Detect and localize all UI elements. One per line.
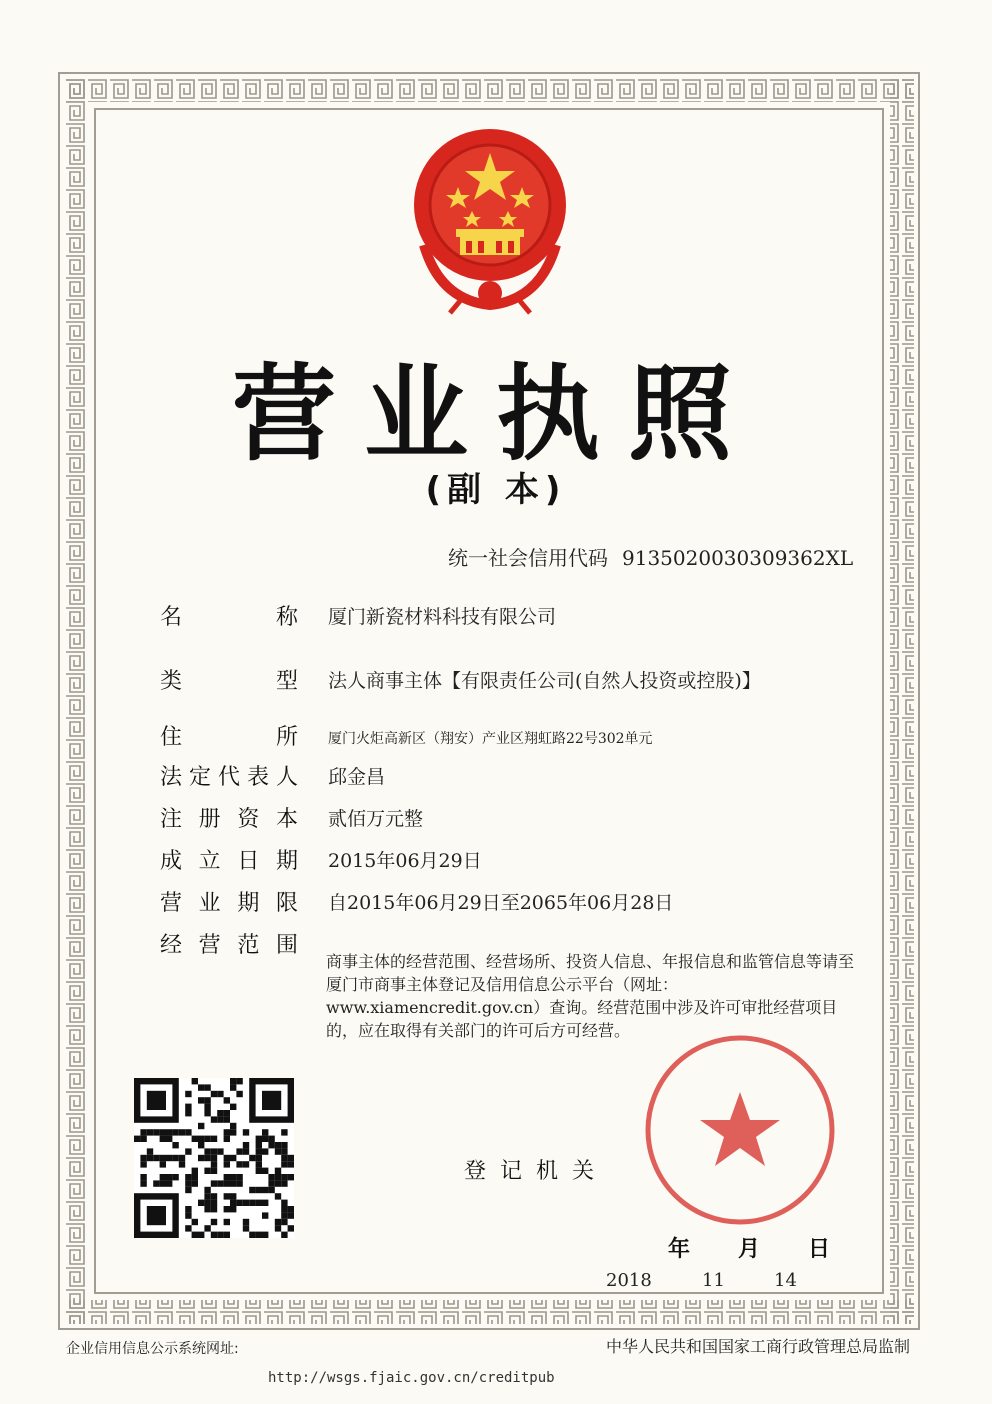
month-label: 月 [738, 1237, 761, 1262]
qr-code[interactable] [134, 1078, 294, 1238]
field-label-char: 住 [160, 725, 183, 750]
field-label-char: 业 [198, 891, 221, 916]
field-label-char: 注 [160, 807, 183, 832]
field-label-char: 型 [275, 669, 298, 694]
field-row [160, 720, 860, 754]
field-label-char: 范 [237, 933, 260, 958]
field-label-char: 限 [275, 891, 298, 916]
field-label [160, 802, 298, 832]
field-row [160, 760, 860, 794]
field-value: 贰佰万元整 [328, 808, 424, 830]
field-value: 厦门火炬高新区（翔安）产业区翔虹路22号302单元 [328, 731, 653, 747]
credit-code [448, 542, 853, 571]
official-seal [640, 1030, 840, 1230]
field-label-char: 表 [246, 765, 269, 790]
field-value: 自2015年06月29日至2065年06月28日 [328, 892, 674, 914]
page-title: 营业执照 [231, 353, 760, 475]
registration-authority: 登记机关 [464, 1159, 609, 1184]
field-label-char: 称 [275, 605, 298, 630]
day-label: 日 [808, 1237, 831, 1262]
field-label-char: 期 [237, 891, 260, 916]
field-label-char: 类 [160, 669, 183, 694]
field-label [160, 600, 298, 630]
footer-url[interactable]: http://wsgs.fjaic.gov.cn/creditpub [268, 1370, 555, 1386]
page-subtitle: (副 本) [425, 470, 567, 510]
field-label [160, 664, 298, 694]
field-label [160, 760, 298, 790]
year-label: 年 [668, 1237, 691, 1262]
field-row [160, 664, 860, 698]
field-label-char: 代 [217, 765, 240, 790]
field-label [160, 928, 298, 958]
field-label-char: 经 [160, 933, 183, 958]
business-scope-text: 商事主体的经营范围、经营场所、投资人信息、年报信息和监管信息等请至厦门市商事主体登记及信用信息公示平台（网址：www.xiamencredit.gov.cn）查询。经营范围中涉及许可审批经营项目的，应在取得有关部门的许可后方可经营。 [326, 952, 855, 1040]
year-value: 2018 [606, 1270, 652, 1291]
field-row [160, 844, 860, 878]
field-label-char: 本 [275, 807, 298, 832]
field-row [160, 600, 860, 634]
field-label [160, 886, 298, 916]
field-label-char: 营 [160, 891, 183, 916]
month-value: 11 [702, 1270, 725, 1291]
credit-code-value: 9135020030309362XL [622, 546, 854, 570]
credit-code-label: 统一社会信用代码 [448, 546, 608, 570]
footer-left-text: 企业信用信息公示系统网址: [66, 1341, 239, 1357]
field-label [160, 844, 298, 874]
field-value: 邱金昌 [328, 766, 386, 788]
field-label-char: 册 [198, 807, 221, 832]
field-label-char: 成 [160, 849, 183, 874]
date-values [606, 1270, 797, 1291]
date-labels [668, 1232, 878, 1263]
field-value: 法人商事主体【有限责任公司(自然人投资或控股)】 [328, 670, 761, 692]
field-label-char: 名 [160, 605, 183, 630]
national-emblem-icon [400, 125, 580, 315]
field-value: 厦门新瓷材料科技有限公司 [328, 606, 557, 628]
field-label [160, 720, 298, 750]
field-label-char: 围 [275, 933, 298, 958]
field-label-char: 人 [275, 765, 298, 790]
field-label-char: 资 [237, 807, 260, 832]
field-label-char: 定 [188, 765, 211, 790]
field-label-char: 期 [275, 849, 298, 874]
field-label-char: 所 [275, 725, 298, 750]
field-value: 2015年06月29日 [328, 850, 482, 872]
field-label-char: 法 [160, 765, 183, 790]
field-label-char: 立 [198, 849, 221, 874]
field-row [160, 802, 860, 836]
day-value: 14 [774, 1270, 797, 1291]
footer-right-text: 中华人民共和国国家工商行政管理总局监制 [606, 1337, 911, 1356]
field-row [160, 886, 860, 920]
field-label-char: 营 [198, 933, 221, 958]
field-label-char: 日 [237, 849, 260, 874]
